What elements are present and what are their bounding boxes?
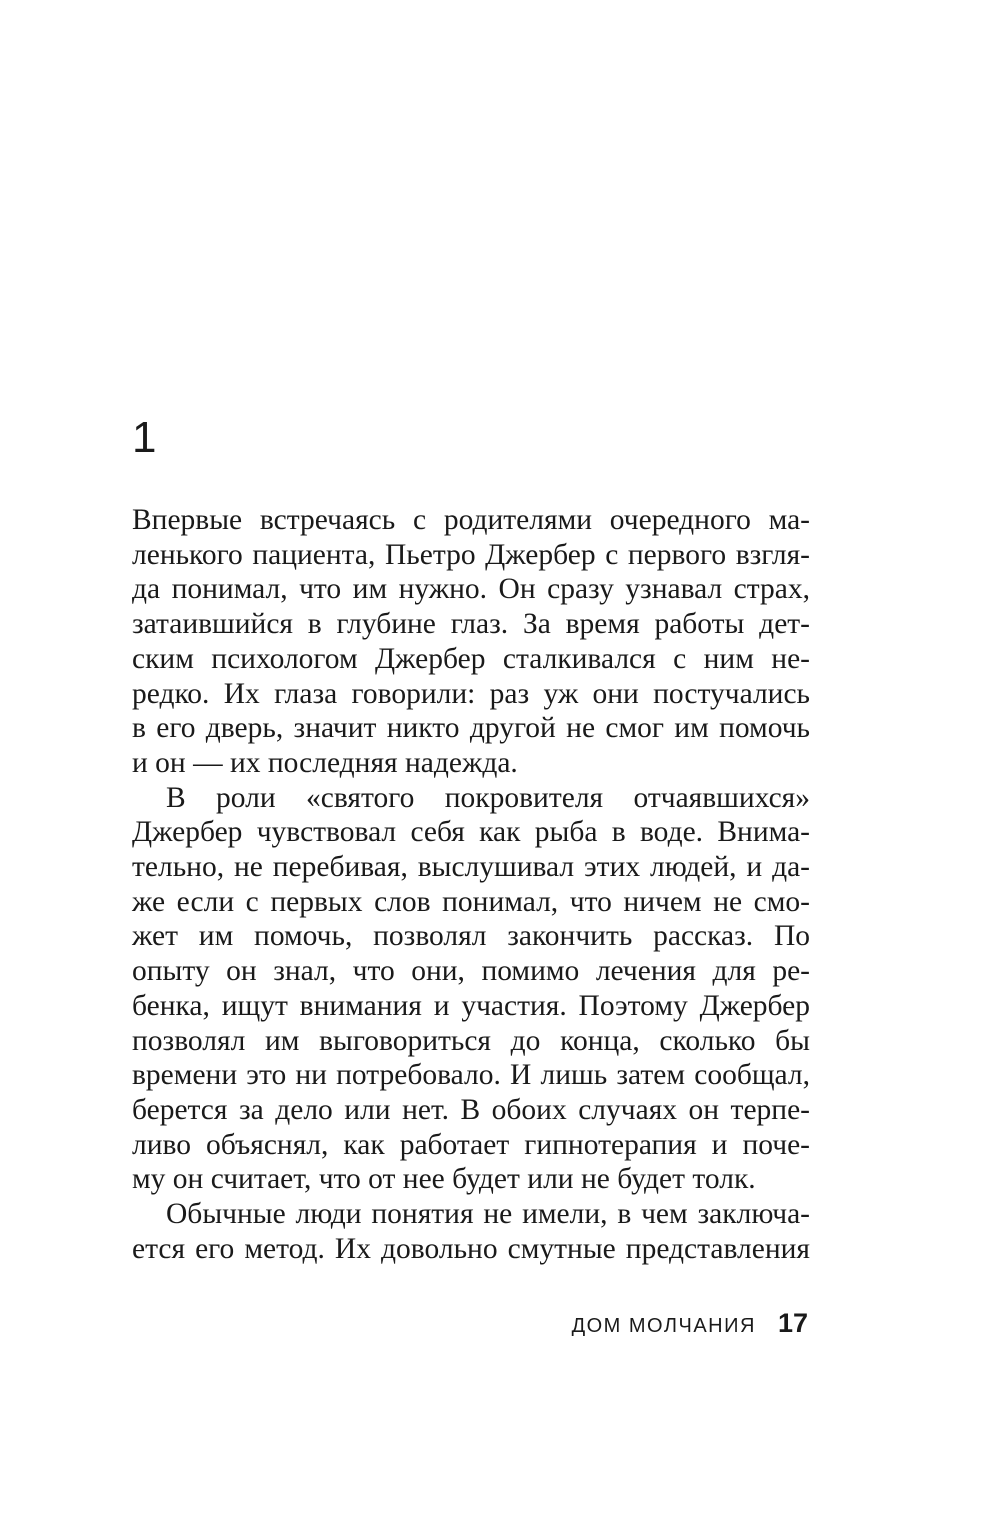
text-line: ливо объяснял, как работает гипнотерапия и поче-: [132, 1128, 810, 1161]
text-line: же если с первых слов понимал, что ничем не смо-: [132, 885, 810, 918]
text-line: бенка, ищут внимания и участия. Поэтому Джербер: [132, 989, 810, 1022]
text-line: Джербер чувствовал себя как рыба в воде. Внима-: [132, 816, 810, 849]
text-line: позволял им выговориться до конца, сколько бы: [132, 1024, 810, 1057]
text-line: Обычные люди понятия не имели, в чем заключа-: [166, 1198, 810, 1231]
text-line: времени это ни потребовало. И лишь затем сообщал,: [132, 1059, 810, 1092]
paragraph: [132, 503, 810, 781]
text-line: му он считает, что от нее будет или не будет толк.: [132, 1163, 756, 1196]
body-text: [132, 503, 810, 1266]
chapter-number: 1: [132, 413, 157, 462]
text-line: редко. Их глаза говорили: раз уж они постучались: [132, 677, 810, 710]
text-line: ется его метод. Их довольно смутные представления: [132, 1232, 810, 1265]
text-line: ленького пациента, Пьетро Джербер с первого взгля-: [132, 538, 810, 571]
book-title: ДОМ МОЛЧАНИЯ: [571, 1315, 756, 1337]
text-line: берется за дело или нет. В обоих случаях он терпе-: [132, 1093, 810, 1126]
text-line: В роли «святого покровителя отчаявшихся»: [166, 781, 810, 814]
text-line: да понимал, что им нужно. Он сразу узнавал страх,: [132, 573, 810, 606]
text-line: и он — их последняя надежда.: [132, 746, 518, 779]
text-line: тельно, не перебивая, выслушивал этих людей, и да-: [132, 851, 810, 884]
text-line: Впервые встречаясь с родителями очередного ма-: [132, 504, 810, 536]
running-footer: [572, 1308, 808, 1339]
text-line: затаившийся в глубине глаз. За время работы дет-: [132, 608, 810, 641]
text-line: жет им помочь, позволял закончить рассказ. По: [132, 920, 810, 953]
text-line: опыту он знал, что они, помимо лечения для ре-: [132, 955, 810, 988]
text-line: ским психологом Джербер сталкивался с ним не-: [132, 642, 810, 675]
paragraph: [132, 781, 810, 1197]
text-line: в его дверь, значит никто другой не смог им помочь: [132, 712, 810, 745]
paragraph: [132, 1197, 810, 1266]
page-number: 17: [777, 1308, 808, 1338]
